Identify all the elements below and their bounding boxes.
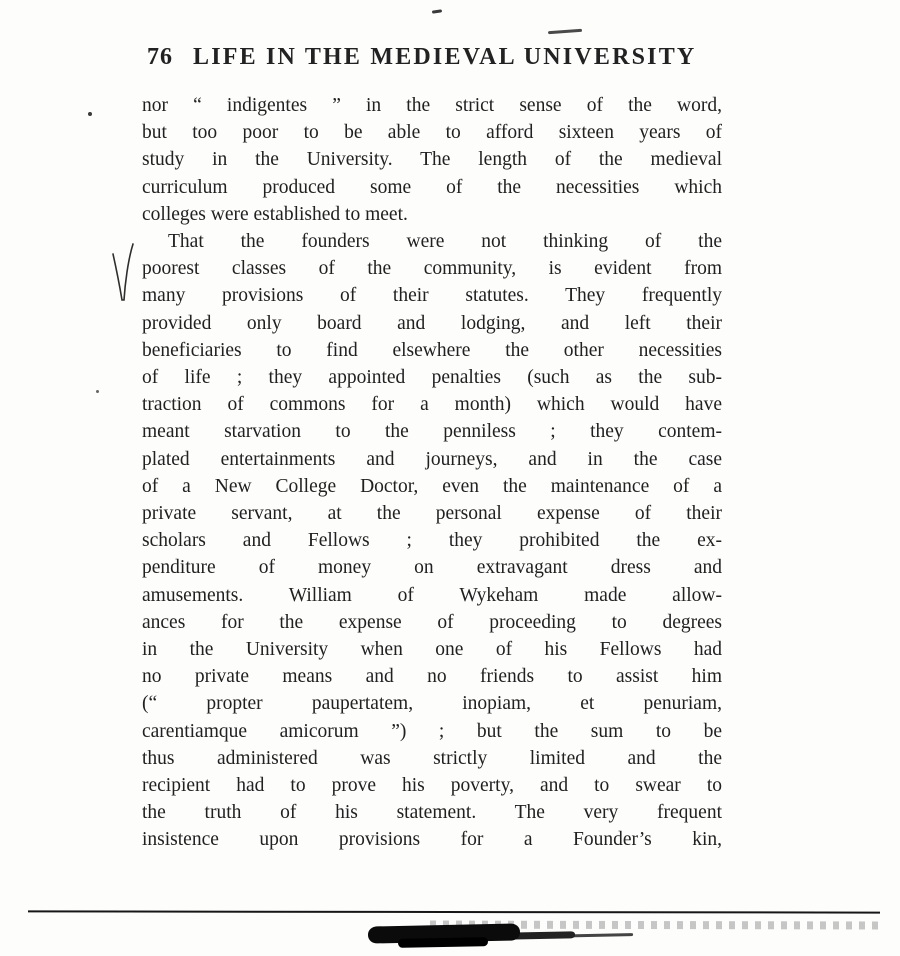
margin-pen-mark-icon bbox=[110, 240, 136, 306]
text-line: recipient had to prove his poverty, and to swear to bbox=[142, 775, 722, 797]
text-line: nor “ indigentes ” in the strict sense of the word, bbox=[142, 95, 722, 116]
text-line: of a New College Doctor, even the maintenance of a bbox=[142, 475, 722, 497]
text-line: plated entertainments and journeys, and in the case bbox=[142, 448, 722, 470]
text-line: That the founders were not thinking of the bbox=[168, 231, 722, 253]
text-line: carentiamque amicorum ”) ; but the sum to be bbox=[142, 720, 722, 742]
text-line: meant starvation to the penniless ; they contem- bbox=[142, 421, 722, 443]
text-line: colleges were established to meet. bbox=[142, 203, 408, 225]
scan-ink-smudge bbox=[398, 937, 488, 948]
text-line: insistence upon provisions for a Founder’s kin, bbox=[142, 829, 722, 851]
text-line: traction of commons for a month) which would have bbox=[142, 394, 722, 416]
text-line: penditure of money on extravagant dress and bbox=[142, 557, 722, 579]
text-line: scholars and Fellows ; they prohibited the ex- bbox=[142, 530, 722, 552]
text-line: study in the University. The length of the medieval bbox=[142, 149, 722, 171]
text-line: the truth of his statement. The very frequent bbox=[142, 802, 722, 824]
text-line: amusements. William of Wykeham made allow- bbox=[142, 584, 722, 606]
page-header bbox=[147, 44, 751, 71]
scan-speck bbox=[432, 9, 442, 13]
text-line: but too poor to be able to afford sixteen years of bbox=[142, 122, 722, 144]
page-number: 76 bbox=[147, 44, 173, 70]
page-body bbox=[142, 92, 722, 854]
text-line: of life ; they appointed penalties (such as the sub- bbox=[142, 367, 722, 389]
text-line: beneficiaries to find elsewhere the other necessities bbox=[142, 339, 722, 361]
text-line: private servant, at the personal expense of their bbox=[142, 503, 722, 525]
text-line: poorest classes of the community, is evident from bbox=[142, 258, 722, 280]
scan-speck bbox=[88, 112, 92, 116]
text-line: curriculum produced some of the necessities which bbox=[142, 176, 722, 198]
scan-speck bbox=[96, 390, 99, 393]
text-line: ances for the expense of proceeding to degrees bbox=[142, 611, 722, 633]
scan-speck bbox=[548, 29, 582, 34]
text-line: in the University when one of his Fellows had bbox=[142, 639, 722, 661]
page-title: LIFE IN THE MEDIEVAL UNIVERSITY bbox=[193, 44, 697, 70]
paragraph bbox=[142, 228, 722, 854]
text-line: no private means and no friends to assist him bbox=[142, 666, 722, 688]
text-line: provided only board and lodging, and left their bbox=[142, 312, 722, 334]
text-line: thus administered was strictly limited and the bbox=[142, 747, 722, 769]
paragraph bbox=[142, 92, 722, 228]
text-line: many provisions of their statutes. They frequently bbox=[142, 285, 722, 307]
text-line: (“ propter paupertatem, inopiam, et penuriam, bbox=[142, 693, 722, 715]
scan-edge-line bbox=[28, 910, 880, 913]
